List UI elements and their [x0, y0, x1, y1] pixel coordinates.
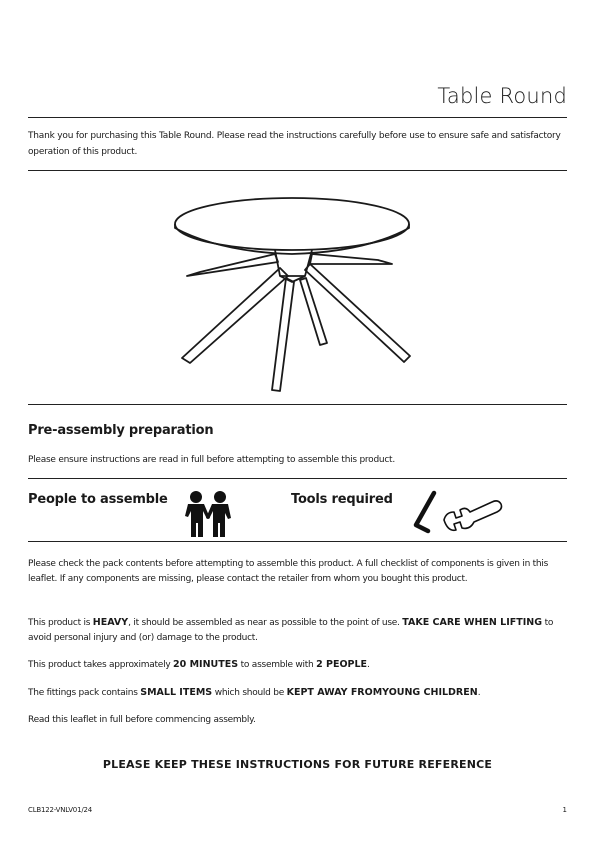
- heavy-text-3: to avoid personal injury and (or) damage to the product.: [28, 618, 554, 643]
- small-items-text-3: .: [477, 688, 481, 698]
- preassembly-rule: [28, 478, 567, 479]
- intro-text: Thank you for purchasing this Table Round. Please read the instructions carefully before use to ensure safe and satisfactory operation of this product.: [28, 131, 561, 157]
- keep-away-emph: KEPT AWAY FROMYOUNG CHILDREN: [286, 687, 478, 698]
- tools-heading: Tools required: [291, 492, 393, 507]
- people-heading: People to assemble: [28, 492, 168, 507]
- duration-text-1: This product takes approximately: [28, 660, 174, 670]
- small-items-paragraph: [28, 685, 567, 701]
- spanner-icon: [440, 494, 506, 534]
- preassembly-heading: Pre-assembly preparation: [28, 423, 214, 438]
- keep-instructions-note: PLEASE KEEP THESE INSTRUCTIONS FOR FUTURE REFERENCE: [102, 758, 493, 771]
- preassembly-text: Please ensure instructions are read in full before attempting to assemble this product.: [28, 455, 395, 465]
- page-title: Table Round: [437, 84, 567, 108]
- product-code: CLB122-VNLV01/24: [28, 806, 92, 814]
- pack-contents-paragraph: Please check the pack contents before attempting to assemble this product. A full checklist of components is given in this leaflet. If any components are missing, please contact the retailer from whom you bought this product.: [28, 559, 549, 584]
- heavy-emph: HEAVY: [92, 617, 129, 628]
- read-leaflet-paragraph: Read this leaflet in full before commencing assembly.: [28, 715, 256, 725]
- duration-paragraph: [28, 657, 567, 673]
- take-care-emph: TAKE CARE WHEN LIFTING: [402, 617, 542, 628]
- intro-rule: [28, 170, 567, 171]
- duration-text-2: to assemble with: [238, 660, 317, 670]
- illustration-rule: [28, 404, 567, 405]
- duration-emph: 20 MINUTES: [173, 659, 239, 670]
- heavy-warning-paragraph: [28, 615, 567, 646]
- small-items-emph: SMALL ITEMS: [140, 687, 213, 698]
- duration-text-3: .: [367, 660, 370, 670]
- small-items-text-1: The fittings pack contains: [28, 688, 141, 698]
- title-rule: [28, 117, 567, 118]
- round-table-illustration: [160, 190, 420, 400]
- heavy-text-2: , it should be assembled as near as possible to the point of use.: [128, 618, 403, 628]
- people-emph: 2 PEOPLE: [316, 659, 368, 670]
- small-items-text-2: which should be: [212, 688, 287, 698]
- people-tools-rule: [28, 541, 567, 542]
- allen-key-icon: [408, 489, 438, 535]
- heavy-text-1: This product is: [28, 618, 93, 628]
- page-number: 1: [562, 806, 567, 814]
- two-people-icon: [178, 491, 238, 537]
